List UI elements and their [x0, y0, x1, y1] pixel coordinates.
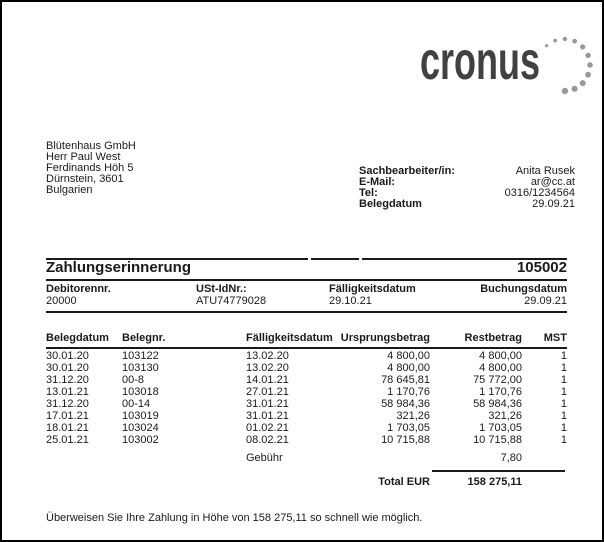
recipient-company: Blütenhaus GmbH — [46, 140, 136, 152]
cell-restbetrag: 1 170,76 — [479, 386, 522, 398]
fee-row — [46, 452, 567, 464]
cell-restbetrag: 75 772,00 — [473, 374, 522, 386]
col-belegnr: Belegnr. — [122, 332, 166, 344]
cell-faelligkeitsdatum: 27.01.21 — [246, 386, 289, 398]
table-header — [46, 332, 567, 344]
cell-mst: 1 — [560, 434, 567, 446]
cell-belegdatum: 25.01.21 — [46, 434, 89, 446]
cell-restbetrag: 4 800,00 — [479, 350, 522, 362]
due-date-value: 29.10.21 — [329, 295, 372, 307]
docdate-label: Belegdatum — [359, 198, 422, 210]
cell-mst: 1 — [560, 422, 567, 434]
cell-belegdatum: 31.12.20 — [46, 398, 89, 410]
table-body — [46, 350, 567, 446]
cell-belegdatum: 17.01.21 — [46, 410, 89, 422]
table-row — [46, 422, 567, 434]
cell-mst: 1 — [560, 398, 567, 410]
cell-belegdatum: 31.12.20 — [46, 374, 89, 386]
clerk-value: Anita Rusek — [515, 165, 575, 177]
due-date-label: Fälligkeitsdatum — [329, 283, 416, 295]
table-row — [46, 386, 567, 398]
vat-id-value: ATU74779028 — [196, 295, 267, 307]
cell-belegnr: 103002 — [122, 434, 159, 446]
cell-belegdatum: 30.01.20 — [46, 350, 89, 362]
contact-row-docdate — [359, 199, 575, 210]
cell-belegdatum: 30.01.20 — [46, 362, 89, 374]
debtor-no-label: Debitorennr. — [46, 283, 111, 295]
table-row — [46, 374, 567, 386]
cell-belegnr: 103019 — [122, 410, 159, 422]
table-row — [46, 350, 567, 362]
cell-mst: 1 — [560, 410, 567, 422]
docdate-value: 29.09.21 — [532, 198, 575, 210]
cell-mst: 1 — [560, 362, 567, 374]
cell-ursprungsbetrag: 58 984,36 — [381, 398, 430, 410]
cell-restbetrag: 10 715,88 — [473, 434, 522, 446]
cell-ursprungsbetrag: 1 703,05 — [387, 422, 430, 434]
vat-id-label: USt-IdNr.: — [196, 283, 247, 295]
posting-date-value: 29.09.21 — [524, 295, 567, 307]
cell-belegdatum: 13.01.21 — [46, 386, 89, 398]
cell-faelligkeitsdatum: 01.02.21 — [246, 422, 289, 434]
cell-ursprungsbetrag: 1 170,76 — [387, 386, 430, 398]
cell-belegnr: 103130 — [122, 362, 159, 374]
cell-faelligkeitsdatum: 31.01.21 — [246, 410, 289, 422]
cell-mst: 1 — [560, 350, 567, 362]
col-belegdatum: Belegdatum — [46, 332, 109, 344]
divider-rule-under-meta — [46, 311, 567, 313]
cell-belegnr: 103018 — [122, 386, 159, 398]
recipient-country: Bulgarien — [46, 184, 93, 196]
email-label: E-Mail: — [359, 176, 396, 188]
recipient-contact-person: Herr Paul West — [46, 151, 121, 163]
cell-ursprungsbetrag: 321,26 — [396, 410, 430, 422]
cell-belegdatum: 18.01.21 — [46, 422, 89, 434]
cell-restbetrag: 4 800,00 — [479, 362, 522, 374]
cell-faelligkeitsdatum: 14.01.21 — [246, 374, 289, 386]
total-value: 158 275,11 — [467, 476, 522, 488]
recipient-street: Ferdinands Höh 5 — [46, 162, 134, 174]
recipient-address — [46, 141, 136, 196]
cell-faelligkeitsdatum: 31.01.21 — [246, 398, 289, 410]
cell-belegnr: 00-8 — [122, 374, 145, 386]
table-row — [46, 434, 567, 446]
cronus-logo — [417, 36, 599, 96]
cell-ursprungsbetrag: 4 800,00 — [387, 350, 430, 362]
divider-rule-under-table-header — [46, 347, 567, 349]
total-row — [46, 476, 567, 488]
document-meta — [46, 283, 567, 307]
recipient-city: Dürnstein, 3601 — [46, 173, 124, 185]
cronus-logo-dots-icon — [545, 37, 593, 94]
fee-label: Gebühr — [246, 452, 283, 464]
cell-mst: 1 — [560, 374, 567, 386]
cell-belegnr: 103024 — [122, 422, 159, 434]
col-faelligkeitsdatum: Fälligkeitsdatum — [246, 332, 333, 344]
page-title: Zahlungserinnerung — [46, 259, 192, 276]
debtor-no-value: 20000 — [46, 295, 77, 307]
divider-rule-total — [432, 470, 565, 472]
cell-faelligkeitsdatum: 08.02.21 — [246, 434, 289, 446]
cell-ursprungsbetrag: 10 715,88 — [381, 434, 430, 446]
cell-faelligkeitsdatum: 13.02.20 — [246, 350, 289, 362]
col-restbetrag: Restbetrag — [464, 332, 522, 344]
cell-restbetrag: 321,26 — [488, 410, 522, 422]
cronus-logo-graphic — [417, 36, 599, 96]
cell-ursprungsbetrag: 78 645,81 — [381, 374, 430, 386]
payment-request-note: Überweisen Sie Ihre Zahlung in Höhe von 158 275,11 so schnell wie möglich. — [46, 512, 423, 524]
table-row — [46, 362, 567, 374]
posting-date-label: Buchungsdatum — [480, 283, 567, 295]
cell-belegnr: 00-14 — [122, 398, 151, 410]
table-row — [46, 410, 567, 422]
title-row — [46, 260, 567, 276]
cell-restbetrag: 1 703,05 — [479, 422, 522, 434]
contact-info-block — [359, 166, 575, 210]
cell-belegnr: 103122 — [122, 350, 159, 362]
total-label: Total EUR — [378, 476, 430, 488]
phone-value: 0316/1234564 — [504, 187, 575, 199]
cell-mst: 1 — [560, 386, 567, 398]
fee-value: 7,80 — [500, 452, 522, 464]
divider-rule-under-title — [46, 279, 567, 281]
col-mst: MST — [543, 332, 567, 344]
email-value: ar@cc.at — [530, 176, 575, 188]
col-ursprungsbetrag: Ursprungsbetrag — [340, 332, 430, 344]
clerk-label: Sachbearbeiter/in: — [359, 165, 455, 177]
table-row — [46, 398, 567, 410]
cell-faelligkeitsdatum: 13.02.20 — [246, 362, 289, 374]
cell-restbetrag: 58 984,36 — [473, 398, 522, 410]
phone-label: Tel: — [359, 187, 378, 199]
cell-ursprungsbetrag: 4 800,00 — [387, 362, 430, 374]
document-number: 105002 — [516, 259, 567, 276]
cronus-logo-text: cronus — [420, 36, 540, 91]
